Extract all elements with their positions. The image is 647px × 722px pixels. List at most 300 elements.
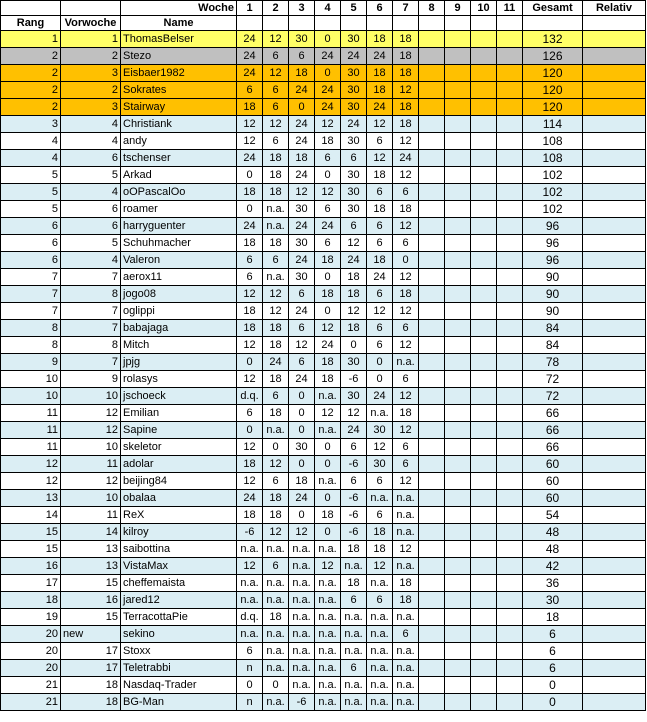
week-10-cell <box>471 660 497 677</box>
gesamt-cell: 90 <box>523 303 583 320</box>
week-10-cell <box>471 422 497 439</box>
week-10-cell <box>471 201 497 218</box>
week-8-cell <box>419 371 445 388</box>
week-3-cell: -6 <box>289 694 315 711</box>
week-10-cell <box>471 609 497 626</box>
week-9-cell <box>445 405 471 422</box>
name-cell: oglippi <box>121 303 237 320</box>
gesamt-cell: 108 <box>523 150 583 167</box>
week-5-cell: 30 <box>341 31 367 48</box>
week-8-cell <box>419 422 445 439</box>
vorwoche-cell: 1 <box>61 31 121 48</box>
week-6-cell: 18 <box>367 524 393 541</box>
header-woche: Woche <box>121 1 237 16</box>
week-1-cell: 12 <box>237 439 263 456</box>
week-11-cell <box>497 388 523 405</box>
rang-cell: 21 <box>1 694 61 711</box>
week-7-cell: 18 <box>393 116 419 133</box>
week-3-cell: 0 <box>289 456 315 473</box>
vorwoche-cell: 4 <box>61 116 121 133</box>
relativ-cell <box>583 99 646 116</box>
week-10-cell <box>471 31 497 48</box>
name-cell: oOPascalOo <box>121 184 237 201</box>
table-row <box>1 524 646 541</box>
relativ-cell <box>583 558 646 575</box>
week-6-cell: n.a. <box>367 626 393 643</box>
table-row <box>1 694 646 711</box>
week-10-cell <box>471 252 497 269</box>
rang-cell: 18 <box>1 592 61 609</box>
week-2-cell: 18 <box>263 490 289 507</box>
week-4-cell: n.a. <box>315 592 341 609</box>
week-6-cell: 30 <box>367 456 393 473</box>
name-cell: Arkad <box>121 167 237 184</box>
rang-cell: 11 <box>1 439 61 456</box>
vorwoche-cell: 3 <box>61 65 121 82</box>
table-row <box>1 660 646 677</box>
header-row-1 <box>1 1 646 16</box>
vorwoche-cell: 12 <box>61 473 121 490</box>
vorwoche-cell: 17 <box>61 643 121 660</box>
week-1-cell: 24 <box>237 218 263 235</box>
week-1-cell: n.a. <box>237 626 263 643</box>
week-3-cell: 0 <box>289 507 315 524</box>
week-1-cell: 12 <box>237 116 263 133</box>
week-2-cell: 18 <box>263 405 289 422</box>
week-8-cell <box>419 677 445 694</box>
gesamt-cell: 42 <box>523 558 583 575</box>
header-rang: Rang <box>1 16 61 31</box>
week-5-cell: 18 <box>341 269 367 286</box>
week-9-cell <box>445 643 471 660</box>
week-4-cell: 18 <box>315 354 341 371</box>
rang-cell: 10 <box>1 388 61 405</box>
name-cell: beijing84 <box>121 473 237 490</box>
header-week-7: 7 <box>393 1 419 16</box>
name-cell: rolasys <box>121 371 237 388</box>
table-row <box>1 626 646 643</box>
week-11-cell <box>497 575 523 592</box>
relativ-cell <box>583 541 646 558</box>
header-blank <box>419 16 445 31</box>
week-9-cell <box>445 337 471 354</box>
gesamt-cell: 96 <box>523 218 583 235</box>
week-1-cell: d.q. <box>237 388 263 405</box>
name-cell: aerox11 <box>121 269 237 286</box>
week-6-cell: 18 <box>367 541 393 558</box>
week-3-cell: 6 <box>289 354 315 371</box>
week-8-cell <box>419 286 445 303</box>
week-3-cell: 0 <box>289 99 315 116</box>
week-7-cell: n.a. <box>393 490 419 507</box>
header-gesamt: Gesamt <box>523 1 583 16</box>
week-10-cell <box>471 388 497 405</box>
week-10-cell <box>471 541 497 558</box>
week-7-cell: n.a. <box>393 660 419 677</box>
week-8-cell <box>419 405 445 422</box>
week-10-cell <box>471 507 497 524</box>
week-4-cell: n.a. <box>315 694 341 711</box>
week-2-cell: 6 <box>263 133 289 150</box>
week-3-cell: 12 <box>289 184 315 201</box>
week-9-cell <box>445 660 471 677</box>
gesamt-cell: 6 <box>523 660 583 677</box>
week-1-cell: 12 <box>237 133 263 150</box>
gesamt-cell: 90 <box>523 286 583 303</box>
name-cell: Christiank <box>121 116 237 133</box>
vorwoche-cell: 5 <box>61 167 121 184</box>
table-row <box>1 235 646 252</box>
table-row <box>1 558 646 575</box>
week-6-cell: 24 <box>367 269 393 286</box>
vorwoche-cell: 4 <box>61 184 121 201</box>
vorwoche-cell: 6 <box>61 201 121 218</box>
name-cell: ReX <box>121 507 237 524</box>
week-5-cell: 18 <box>341 575 367 592</box>
week-4-cell: 24 <box>315 82 341 99</box>
week-6-cell: 12 <box>367 558 393 575</box>
rang-cell: 21 <box>1 677 61 694</box>
week-5-cell: 18 <box>341 320 367 337</box>
week-7-cell: 6 <box>393 456 419 473</box>
week-1-cell: 0 <box>237 677 263 694</box>
week-1-cell: 18 <box>237 99 263 116</box>
relativ-cell <box>583 218 646 235</box>
week-11-cell <box>497 371 523 388</box>
header-week-9: 9 <box>445 1 471 16</box>
week-11-cell <box>497 201 523 218</box>
week-2-cell: n.a. <box>263 422 289 439</box>
week-3-cell: 24 <box>289 490 315 507</box>
week-6-cell: 6 <box>367 218 393 235</box>
week-8-cell <box>419 133 445 150</box>
week-1-cell: 12 <box>237 371 263 388</box>
week-2-cell: 18 <box>263 167 289 184</box>
vorwoche-cell: 15 <box>61 575 121 592</box>
gesamt-cell: 60 <box>523 473 583 490</box>
week-9-cell <box>445 65 471 82</box>
name-cell: Nasdaq-Trader <box>121 677 237 694</box>
week-3-cell: 24 <box>289 116 315 133</box>
vorwoche-cell: 18 <box>61 694 121 711</box>
week-3-cell: n.a. <box>289 643 315 660</box>
week-11-cell <box>497 269 523 286</box>
rang-cell: 20 <box>1 626 61 643</box>
gesamt-cell: 6 <box>523 643 583 660</box>
name-cell: andy <box>121 133 237 150</box>
week-4-cell: 18 <box>315 371 341 388</box>
relativ-cell <box>583 371 646 388</box>
vorwoche-cell: 17 <box>61 660 121 677</box>
week-1-cell: 0 <box>237 422 263 439</box>
week-3-cell: 24 <box>289 371 315 388</box>
week-2-cell: 18 <box>263 371 289 388</box>
week-5-cell: 30 <box>341 354 367 371</box>
week-2-cell: 12 <box>263 286 289 303</box>
week-2-cell: 18 <box>263 150 289 167</box>
relativ-cell <box>583 626 646 643</box>
relativ-cell <box>583 490 646 507</box>
week-8-cell <box>419 82 445 99</box>
vorwoche-cell: 7 <box>61 320 121 337</box>
week-8-cell <box>419 218 445 235</box>
week-6-cell: n.a. <box>367 643 393 660</box>
week-3-cell: 0 <box>289 422 315 439</box>
week-7-cell: 18 <box>393 48 419 65</box>
week-8-cell <box>419 643 445 660</box>
week-9-cell <box>445 388 471 405</box>
relativ-cell <box>583 439 646 456</box>
week-4-cell: 12 <box>315 116 341 133</box>
week-11-cell <box>497 626 523 643</box>
week-9-cell <box>445 269 471 286</box>
vorwoche-cell: 4 <box>61 133 121 150</box>
week-10-cell <box>471 116 497 133</box>
week-5-cell: 30 <box>341 99 367 116</box>
relativ-cell <box>583 320 646 337</box>
week-8-cell <box>419 99 445 116</box>
week-2-cell: n.a. <box>263 694 289 711</box>
week-11-cell <box>497 235 523 252</box>
week-10-cell <box>471 150 497 167</box>
week-4-cell: 0 <box>315 167 341 184</box>
week-10-cell <box>471 337 497 354</box>
week-5-cell: n.a. <box>341 609 367 626</box>
rang-cell: 20 <box>1 660 61 677</box>
week-10-cell <box>471 456 497 473</box>
week-4-cell: 18 <box>315 286 341 303</box>
relativ-cell <box>583 286 646 303</box>
week-2-cell: n.a. <box>263 201 289 218</box>
name-cell: Stezo <box>121 48 237 65</box>
week-8-cell <box>419 235 445 252</box>
week-2-cell: n.a. <box>263 626 289 643</box>
vorwoche-cell: 6 <box>61 150 121 167</box>
week-5-cell: 30 <box>341 184 367 201</box>
gesamt-cell: 30 <box>523 592 583 609</box>
week-7-cell: 6 <box>393 439 419 456</box>
week-6-cell: n.a. <box>367 575 393 592</box>
week-6-cell: 6 <box>367 592 393 609</box>
table-row <box>1 82 646 99</box>
name-cell: obalaa <box>121 490 237 507</box>
week-2-cell: 12 <box>263 116 289 133</box>
week-6-cell: n.a. <box>367 694 393 711</box>
relativ-cell <box>583 48 646 65</box>
week-10-cell <box>471 575 497 592</box>
name-cell: Teletrabbi <box>121 660 237 677</box>
week-11-cell <box>497 99 523 116</box>
name-cell: jschoeck <box>121 388 237 405</box>
week-4-cell: 6 <box>315 201 341 218</box>
week-3-cell: 30 <box>289 201 315 218</box>
week-8-cell <box>419 456 445 473</box>
rang-cell: 4 <box>1 150 61 167</box>
rang-cell: 12 <box>1 473 61 490</box>
week-1-cell: 18 <box>237 235 263 252</box>
week-7-cell: 6 <box>393 184 419 201</box>
gesamt-cell: 102 <box>523 184 583 201</box>
gesamt-cell: 18 <box>523 609 583 626</box>
week-7-cell: n.a. <box>393 609 419 626</box>
week-1-cell: 6 <box>237 252 263 269</box>
header-blank <box>237 16 263 31</box>
relativ-cell <box>583 694 646 711</box>
week-6-cell: 6 <box>367 286 393 303</box>
week-4-cell: 12 <box>315 558 341 575</box>
header-blank <box>315 16 341 31</box>
week-6-cell: 18 <box>367 252 393 269</box>
gesamt-cell: 66 <box>523 439 583 456</box>
week-5-cell: n.a. <box>341 558 367 575</box>
gesamt-cell: 114 <box>523 116 583 133</box>
week-2-cell: 12 <box>263 456 289 473</box>
week-10-cell <box>471 592 497 609</box>
week-8-cell <box>419 473 445 490</box>
week-2-cell: 18 <box>263 235 289 252</box>
week-11-cell <box>497 337 523 354</box>
week-1-cell: 24 <box>237 48 263 65</box>
week-7-cell: 18 <box>393 575 419 592</box>
week-6-cell: 18 <box>367 65 393 82</box>
header-blank-vorwoche <box>61 1 121 16</box>
week-3-cell: n.a. <box>289 592 315 609</box>
name-cell: cheffemaista <box>121 575 237 592</box>
vorwoche-cell: 18 <box>61 677 121 694</box>
week-1-cell: 0 <box>237 354 263 371</box>
gesamt-cell: 36 <box>523 575 583 592</box>
week-8-cell <box>419 609 445 626</box>
week-8-cell <box>419 269 445 286</box>
gesamt-cell: 108 <box>523 133 583 150</box>
rang-cell: 6 <box>1 252 61 269</box>
week-6-cell: 24 <box>367 388 393 405</box>
week-11-cell <box>497 184 523 201</box>
week-1-cell: 24 <box>237 31 263 48</box>
relativ-cell <box>583 167 646 184</box>
relativ-cell <box>583 609 646 626</box>
week-8-cell <box>419 592 445 609</box>
table-row <box>1 371 646 388</box>
week-8-cell <box>419 626 445 643</box>
week-11-cell <box>497 660 523 677</box>
week-5-cell: 12 <box>341 405 367 422</box>
week-4-cell: 24 <box>315 48 341 65</box>
vorwoche-cell: 14 <box>61 524 121 541</box>
week-8-cell <box>419 541 445 558</box>
week-1-cell: d.q. <box>237 609 263 626</box>
week-10-cell <box>471 371 497 388</box>
relativ-cell <box>583 133 646 150</box>
header-week-3: 3 <box>289 1 315 16</box>
table-row <box>1 99 646 116</box>
gesamt-cell: 72 <box>523 388 583 405</box>
table-row <box>1 116 646 133</box>
week-7-cell: 18 <box>393 286 419 303</box>
week-3-cell: 6 <box>289 320 315 337</box>
week-2-cell: 6 <box>263 388 289 405</box>
week-7-cell: 18 <box>393 201 419 218</box>
week-9-cell <box>445 303 471 320</box>
week-1-cell: 6 <box>237 269 263 286</box>
week-9-cell <box>445 31 471 48</box>
week-3-cell: 18 <box>289 473 315 490</box>
week-9-cell <box>445 456 471 473</box>
week-5-cell: -6 <box>341 490 367 507</box>
week-7-cell: 12 <box>393 303 419 320</box>
week-9-cell <box>445 184 471 201</box>
gesamt-cell: 0 <box>523 694 583 711</box>
gesamt-cell: 0 <box>523 677 583 694</box>
gesamt-cell: 120 <box>523 65 583 82</box>
rang-cell: 15 <box>1 541 61 558</box>
vorwoche-cell: 10 <box>61 490 121 507</box>
week-1-cell: 6 <box>237 82 263 99</box>
name-cell: adolar <box>121 456 237 473</box>
relativ-cell <box>583 252 646 269</box>
rang-cell: 16 <box>1 558 61 575</box>
week-10-cell <box>471 626 497 643</box>
week-3-cell: 24 <box>289 303 315 320</box>
table-row <box>1 490 646 507</box>
week-3-cell: n.a. <box>289 677 315 694</box>
week-3-cell: n.a. <box>289 575 315 592</box>
week-8-cell <box>419 303 445 320</box>
week-8-cell <box>419 524 445 541</box>
relativ-cell <box>583 303 646 320</box>
name-cell: sekino <box>121 626 237 643</box>
week-9-cell <box>445 116 471 133</box>
table-row <box>1 320 646 337</box>
name-cell: Mitch <box>121 337 237 354</box>
week-10-cell <box>471 133 497 150</box>
week-3-cell: 24 <box>289 82 315 99</box>
rang-cell: 5 <box>1 201 61 218</box>
week-8-cell <box>419 388 445 405</box>
week-2-cell: 0 <box>263 677 289 694</box>
week-11-cell <box>497 507 523 524</box>
week-4-cell: n.a. <box>315 677 341 694</box>
week-1-cell: 24 <box>237 490 263 507</box>
week-3-cell: 30 <box>289 439 315 456</box>
table-row <box>1 286 646 303</box>
week-4-cell: 0 <box>315 269 341 286</box>
week-7-cell: 12 <box>393 422 419 439</box>
table-row <box>1 405 646 422</box>
week-6-cell: 0 <box>367 371 393 388</box>
week-9-cell <box>445 422 471 439</box>
week-2-cell: 6 <box>263 48 289 65</box>
week-10-cell <box>471 99 497 116</box>
name-cell: jpjg <box>121 354 237 371</box>
week-9-cell <box>445 592 471 609</box>
gesamt-cell: 96 <box>523 235 583 252</box>
week-11-cell <box>497 609 523 626</box>
week-5-cell: 30 <box>341 82 367 99</box>
header-name: Name <box>121 16 237 31</box>
table-row <box>1 677 646 694</box>
week-2-cell: 6 <box>263 473 289 490</box>
week-11-cell <box>497 48 523 65</box>
week-9-cell <box>445 490 471 507</box>
week-7-cell: 6 <box>393 235 419 252</box>
week-11-cell <box>497 439 523 456</box>
week-5-cell: 18 <box>341 541 367 558</box>
vorwoche-cell: 5 <box>61 235 121 252</box>
week-10-cell <box>471 235 497 252</box>
week-5-cell: n.a. <box>341 677 367 694</box>
week-6-cell: 12 <box>367 116 393 133</box>
